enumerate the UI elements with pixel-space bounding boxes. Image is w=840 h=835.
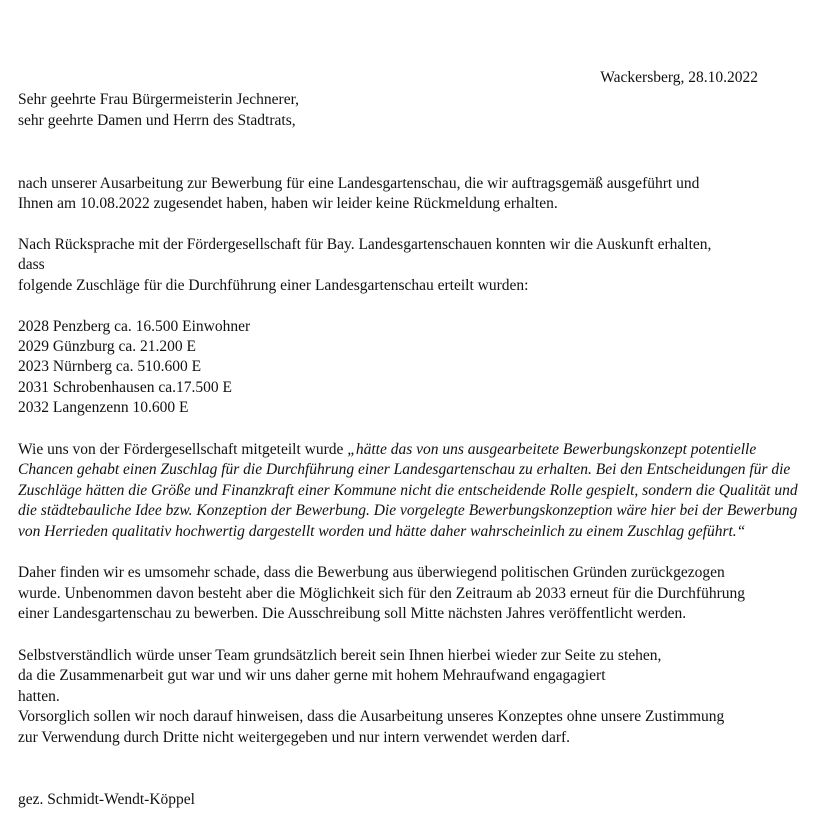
- quote-intro: Wie uns von der Fördergesellschaft mitgeteilt wurde: [18, 441, 348, 458]
- award-item: 2029 Günzburg ca. 21.200 E: [18, 338, 196, 355]
- award-item: 2028 Penzberg ca. 16.500 Einwohner: [18, 318, 251, 335]
- quote-line-5: von Herrieden qualitativ hochwertig dargestellt worden und hätte daher wahrscheinlich zu einem Zuschlag geführt.“: [18, 523, 746, 540]
- quote-line-4: die städtebauliche Idee bzw. Konzeption der Bewerbung. Die vorgelegte Bewerbungskonzeption wäre hier bei der Bewerbung: [18, 502, 798, 519]
- para1-line-1: nach unserer Ausarbeitung zur Bewerbung für eine Landesgartenschau, die wir auftragsgemäß ausgeführt und: [18, 175, 700, 192]
- award-item: 2023 Nürnberg ca. 510.600 E: [18, 358, 202, 375]
- para3-line-2: wurde. Unbenommen davon besteht aber die Möglichkeit sich für den Zeitraum ab 2033 erneut für die Durchführung: [18, 585, 745, 602]
- para4-line-2: da die Zusammenarbeit gut war und wir uns daher gerne mit hohem Mehraufwand engagagiert: [18, 667, 606, 684]
- para4-line-1: Selbstverständlich würde unser Team grundsätzlich bereit sein Ihnen hierbei wieder zur Seite zu stehen,: [18, 647, 662, 664]
- salutation-line-2: sehr geehrte Damen und Herrn des Stadtrats,: [18, 112, 296, 129]
- quote-text: „hätte das von uns ausgearbeitete Bewerbungskonzept potentielle: [347, 441, 757, 458]
- quote-line-3: Zuschläge hätten die Größe und Finanzkraft einer Kommune nicht die entscheidende Rolle gespielt, sondern die Qualität und: [18, 482, 798, 499]
- para2-line-1: Nach Rücksprache mit der Fördergesellschaft für Bay. Landesgartenschauen konnten wir die Auskunft erhalten,: [18, 236, 712, 253]
- salutation-line-1: Sehr geehrte Frau Bürgermeisterin Jechnerer,: [18, 91, 299, 108]
- quote-line-2: Chancen gehabt einen Zuschlag für die Durchführung einer Landesgartenschau zu erhalten. Bei den Entscheidungen für die: [18, 461, 791, 478]
- para4-line-4: Vorsorglich sollen wir noch darauf hinweisen, dass die Ausarbeitung unseres Konzeptes ohne unsere Zustimmung: [18, 708, 725, 725]
- award-item: 2032 Langenzenn 10.600 E: [18, 399, 189, 416]
- signature: gez. Schmidt-Wendt-Köppel: [18, 791, 195, 808]
- para4-line-5: zur Verwendung durch Dritte nicht weitergegeben und nur intern verwendet werden darf.: [18, 729, 571, 746]
- place-date: Wackersberg, 28.10.2022: [600, 69, 758, 86]
- para2-line-3: folgende Zuschläge für die Durchführung einer Landesgartenschau erteilt wurden:: [18, 277, 529, 294]
- para4-line-3: hatten.: [18, 688, 60, 705]
- award-item: 2031 Schrobenhausen ca.17.500 E: [18, 379, 232, 396]
- para3-line-3: einer Landesgartenschau zu bewerben. Die Ausschreibung soll Mitte nächsten Jahres veröffentlicht werden.: [18, 605, 687, 622]
- para2-line-2: dass: [18, 256, 45, 273]
- para1-line-2: Ihnen am 10.08.2022 zugesendet haben, haben wir leider keine Rückmeldung erhalten.: [18, 195, 558, 212]
- quote-line-1: [18, 440, 756, 460]
- para3-line-1: Daher finden wir es umsomehr schade, dass die Bewerbung aus überwiegend politischen Gründen zurückgezogen: [18, 564, 725, 581]
